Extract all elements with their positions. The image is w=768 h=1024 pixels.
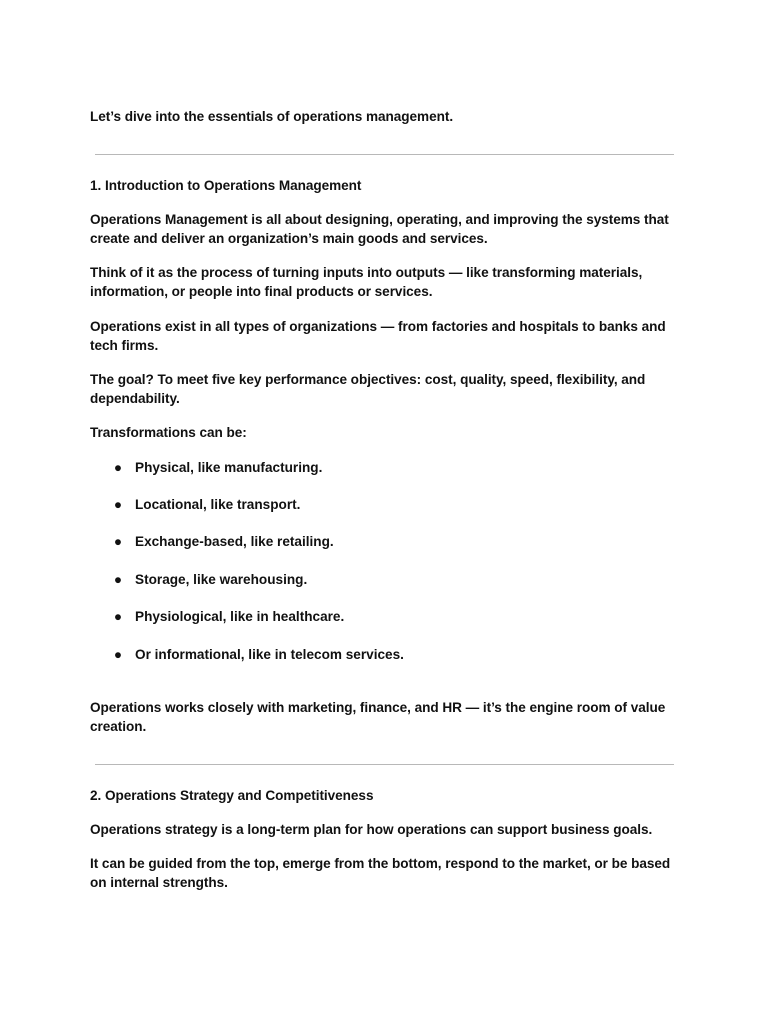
section-1-paragraph-3: Operations exist in all types of organizations — from factories and hospitals to banks and tech firms. bbox=[90, 319, 666, 353]
list-item-text: Locational, like transport. bbox=[135, 497, 301, 512]
bullet-icon: ● bbox=[113, 497, 123, 512]
bullet-icon: ● bbox=[113, 572, 123, 587]
bullet-icon: ● bbox=[113, 647, 123, 662]
section-2-paragraph-1: Operations strategy is a long-term plan for how operations can support business goals. bbox=[90, 822, 653, 837]
section-divider bbox=[95, 154, 674, 155]
list-item-text: Or informational, like in telecom services. bbox=[135, 647, 404, 662]
section-1-paragraph-5: Transformations can be: bbox=[90, 425, 247, 440]
section-1-paragraph-6: Operations works closely with marketing, finance, and HR — it’s the engine room of value creation. bbox=[90, 700, 666, 734]
list-item-text: Physical, like manufacturing. bbox=[135, 460, 323, 475]
bullet-icon: ● bbox=[113, 609, 123, 624]
bullet-icon: ● bbox=[113, 534, 123, 549]
section-1-heading: 1. Introduction to Operations Management bbox=[90, 178, 362, 193]
bullet-icon: ● bbox=[113, 460, 123, 475]
intro-paragraph: Let’s dive into the essentials of operations management. bbox=[90, 109, 454, 124]
section-2-paragraph-2: It can be guided from the top, emerge from the bottom, respond to the market, or be based on internal strengths. bbox=[90, 856, 671, 890]
list-item-text: Exchange-based, like retailing. bbox=[135, 534, 334, 549]
section-1-paragraph-4: The goal? To meet five key performance objectives: cost, quality, speed, flexibility, and dependability. bbox=[90, 372, 646, 406]
section-1-paragraph-1: Operations Management is all about designing, operating, and improving the systems that create and deliver an organization’s main goods and services. bbox=[90, 212, 669, 246]
list-item-text: Storage, like warehousing. bbox=[135, 572, 308, 587]
section-1-paragraph-2: Think of it as the process of turning inputs into outputs — like transforming materials, information, or people into final products or services. bbox=[90, 265, 643, 299]
section-2-heading: 2. Operations Strategy and Competitiveness bbox=[90, 788, 374, 803]
section-divider bbox=[95, 764, 674, 765]
list-item-text: Physiological, like in healthcare. bbox=[135, 609, 345, 624]
